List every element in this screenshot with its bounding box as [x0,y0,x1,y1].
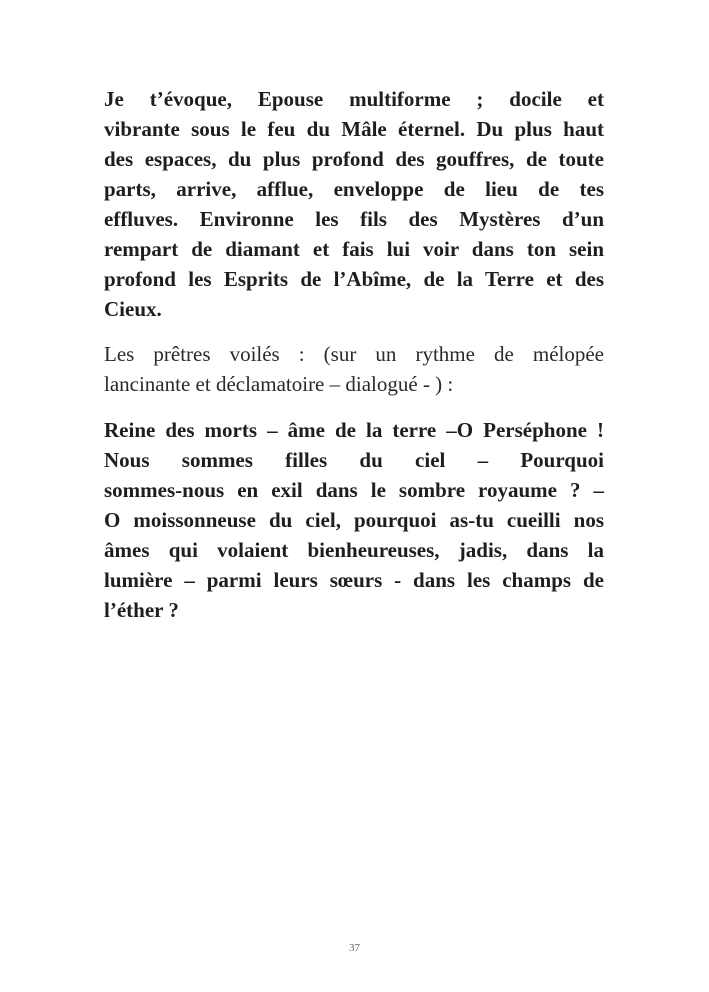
paragraph-line: parts, arrive, afflue, enveloppe de lieu de tes [104,177,604,201]
paragraph-line: Nous sommes filles du ciel – Pourquoi [104,448,604,472]
paragraph-line: O moissonneuse du ciel, pourquoi as-tu cueilli nos [104,508,604,532]
paragraph-line: sommes-nous en exil dans le sombre royaume ? – [104,478,604,502]
paragraph-line: l’éther ? [104,598,179,622]
paragraph-line: Je t’évoque, Epouse multiforme ; docile et [104,87,604,111]
stage-direction-paragraph [104,339,604,399]
chorus-paragraph [104,415,604,625]
paragraph-line: Reine des morts – âme de la terre –O Perséphone ! [104,418,604,442]
paragraph-line: lumière – parmi leurs sœurs - dans les champs de [104,568,604,592]
paragraph-line: Les prêtres voilés : (sur un rythme de mélopée [104,342,604,366]
paragraph-line: effluves. Environne les fils des Mystères d’un [104,207,604,231]
paragraph-line: des espaces, du plus profond des gouffres, de toute [104,147,604,171]
paragraph-line: lancinante et déclamatoire – dialogué - ) : [104,372,454,396]
paragraph-line: vibrante sous le feu du Mâle éternel. Du plus haut [104,117,604,141]
paragraph-line: rempart de diamant et fais lui voir dans ton sein [104,237,604,261]
paragraph-line: profond les Esprits de l’Abîme, de la Terre et des [104,267,604,291]
paragraph-line: Cieux. [104,297,162,321]
invocation-paragraph [104,84,604,324]
paragraph-line: âmes qui volaient bienheureuses, jadis, dans la [104,538,604,562]
page-number: 37 [349,942,360,954]
